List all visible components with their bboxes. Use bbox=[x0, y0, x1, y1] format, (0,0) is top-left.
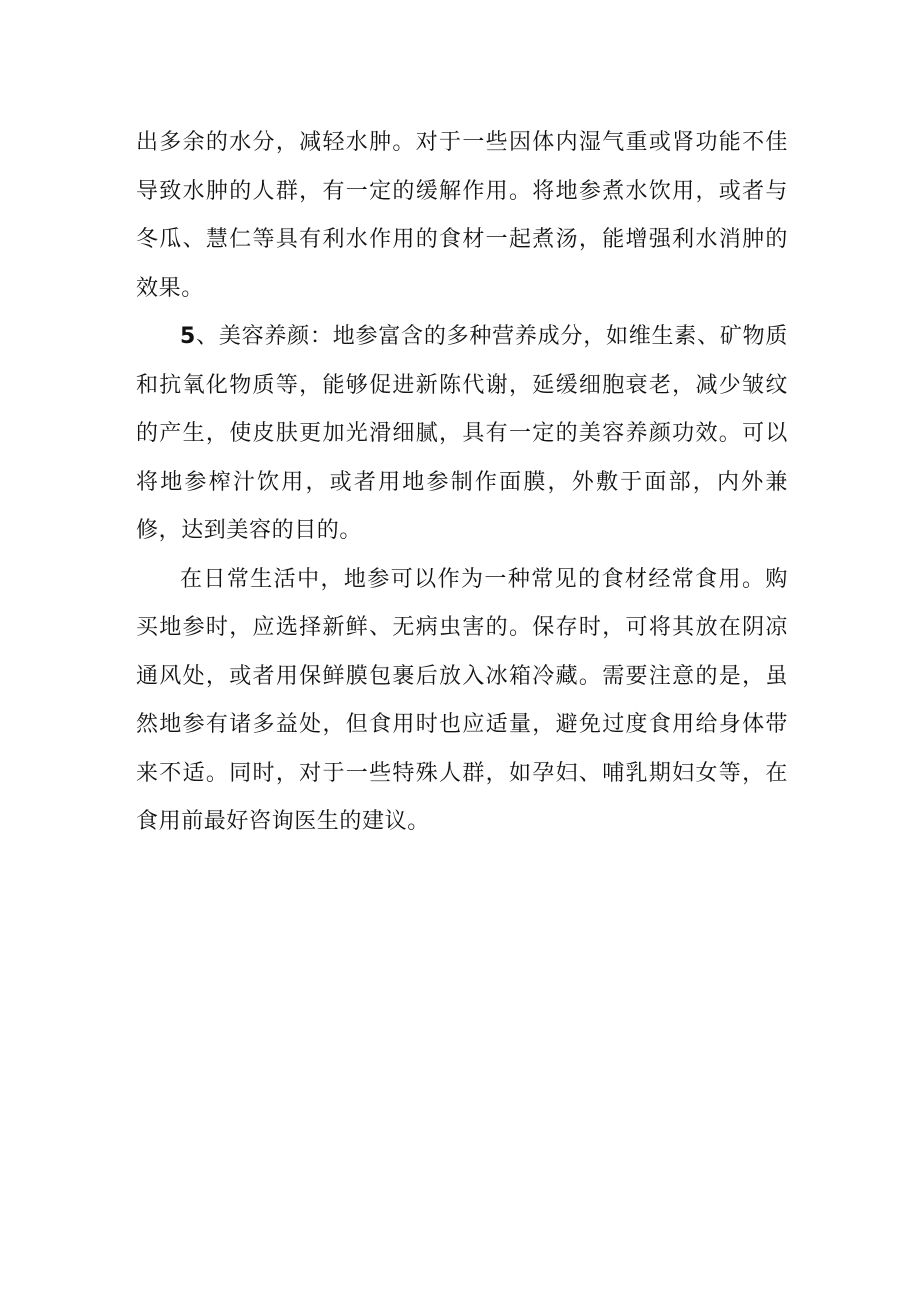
paragraph-text: 在日常生活中，地参可以作为一种常见的食材经常食用。购买地参时，应选择新鲜、无病虫害的。保存时，可将其放在阴凉通风处，或者用保鲜膜包裹后放入冰箱冷藏。需要注意的是，虽然地参有诸多益处，但食用时也应适量，避免过度食用给身体带来不适。同时，对于一些特殊人群，如孕妇、哺乳期妇女等，在食用前最好咨询医生的建议。 bbox=[136, 566, 788, 834]
paragraph-diuretic-continued bbox=[136, 119, 788, 313]
paragraph-text: 出多余的水分，减轻水肿。对于一些因体内湿气重或肾功能不佳导致水肿的人群，有一定的缓解作用。将地参煮水饮用，或者与冬瓜、慧仁等具有利水作用的食材一起煮汤，能增强利水消肿的效果。 bbox=[136, 130, 788, 301]
paragraph-beauty bbox=[136, 313, 788, 556]
paragraph-text: 、美容养颜：地参富含的多种营养成分，如维生素、矿物质和抗氧化物质等，能够促进新陈代谢，延缓细胞衰老，减少皱纹的产生，使皮肤更加光滑细腻，具有一定的美容养颜功效。可以将地参榨汁饮用，或者用地参制作面膜，外敷于面部，内外兼修，达到美容的目的。 bbox=[136, 324, 788, 543]
document-page bbox=[136, 119, 788, 847]
paragraph-daily-use bbox=[136, 556, 788, 847]
list-number: 5 bbox=[180, 324, 196, 349]
